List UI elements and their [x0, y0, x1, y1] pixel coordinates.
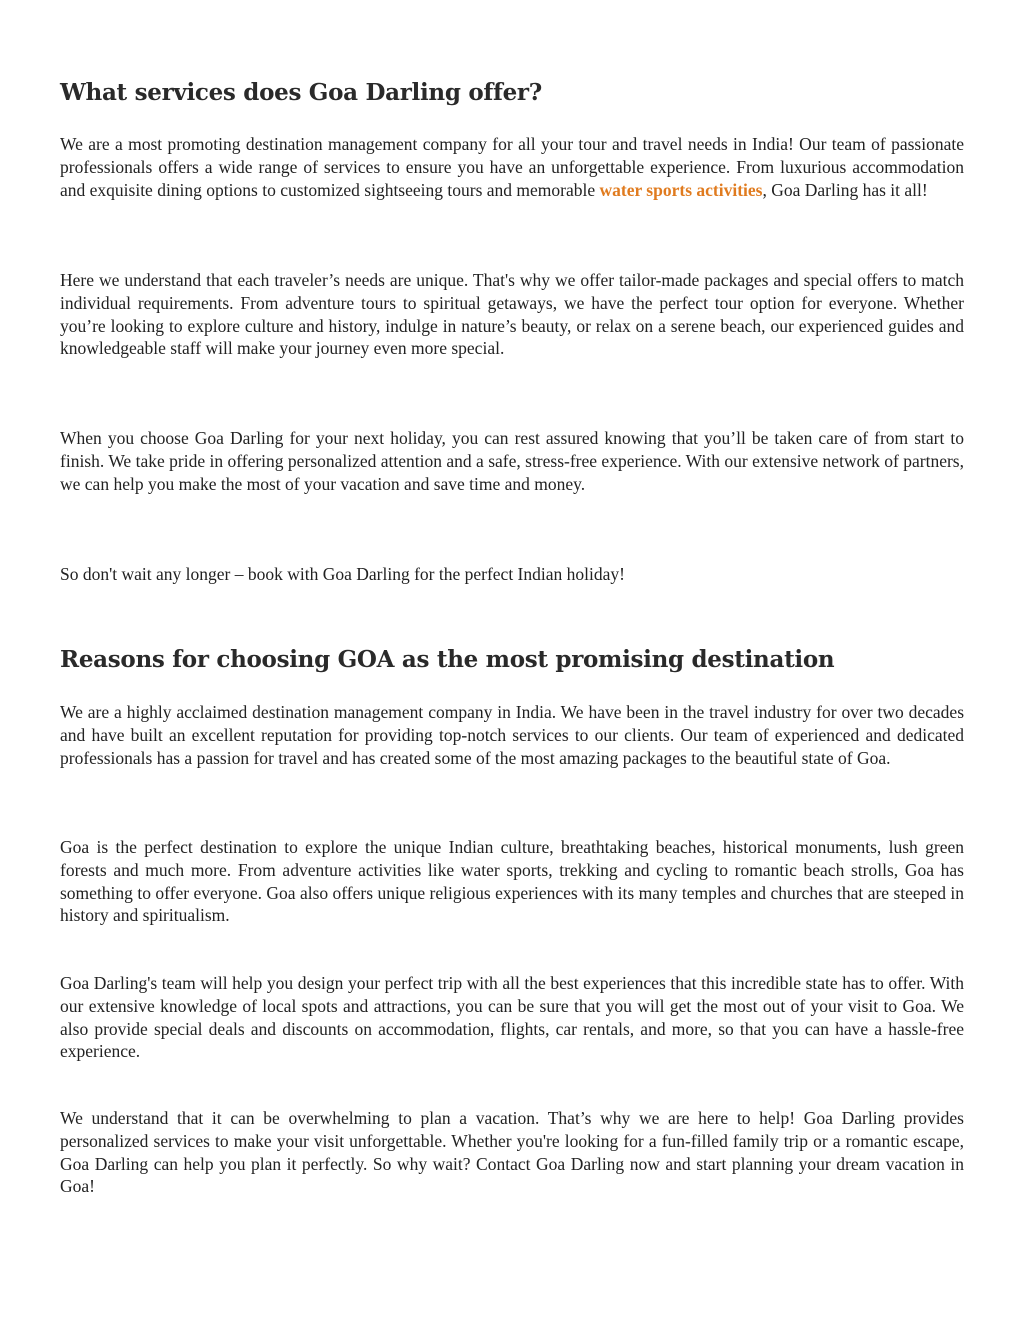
paragraph-goa-destination: Goa is the perfect destination to explore the unique Indian culture, breathtaking beaches, historical monuments, lush green forests and much more. From adventure activities like water sports, trekking and cycling to romantic beach strolls, Goa has something to offer everyone. Goa also offers unique religious experiences with its many temples and churches that are steeped in history and spiritualism. [60, 837, 964, 926]
paragraph-tailor-made: Here we understand that each traveler’s needs are unique. That's why we offer tailor-made packages and special offers to match individual requirements. From adventure tours to spiritual getaways, we have the perfect tour option for everyone. Whether you’re looking to explore culture and history, indulge in nature’s beauty, or relax on a serene beach, our experienced guides and knowledgeable staff will make your journey even more special. [60, 270, 964, 359]
paragraph-text: , Goa Darling has it all! [762, 179, 928, 200]
paragraph-book-now: So don't wait any longer – book with Goa Darling for the perfect Indian holiday! [60, 564, 625, 584]
paragraph-team-design-trip: Goa Darling's team will help you design your perfect trip with all the best experiences that this incredible state has to offer. With our extensive knowledge of local spots and attractions, you can be sure that you will get the most out of your visit to Goa. We also provide special deals and discounts on accommodation, flights, car rentals, and more, so that you can have a hassle-free experience. [60, 973, 964, 1062]
section-heading-services: What services does Goa Darling offer? [60, 79, 542, 106]
paragraph-acclaimed-company: We are a highly acclaimed destination management company in India. We have been in the travel industry for over two decades and have built an excellent reputation for providing top-notch services to our clients. Our team of experienced and dedicated professionals has a passion for travel and has created some of the most amazing packages to the beautiful state of Goa. [60, 702, 964, 768]
paragraph-services-intro [60, 133, 964, 201]
section-heading-reasons: Reasons for choosing GOA as the most promising destination [60, 646, 835, 673]
paragraph-text: We are a most promoting destination management company for all your tour and travel needs in India! Our team of passionate professionals offers a wide range of services to ensure you have an unforgettable experience. From luxurious accommodation and exquisite dining options to customized sightseeing tours and memorable [60, 134, 964, 200]
water-sports-link[interactable]: water sports activities [599, 179, 763, 200]
paragraph-choose-goa-darling: When you choose Goa Darling for your next holiday, you can rest assured knowing that you’ll be taken care of from start to finish. We take pride in offering personalized attention and a safe, stress-free experience. With our extensive network of partners, we can help you make the most of your vacation and save time and money. [60, 428, 964, 494]
paragraph-plan-vacation: We understand that it can be overwhelming to plan a vacation. That’s why we are here to help! Goa Darling provides personalized services to make your visit unforgettable. Whether you're looking for a fun-filled family trip or a romantic escape, Goa Darling can help you plan it perfectly. So why wait? Contact Goa Darling now and start planning your dream vacation in Goa! [60, 1108, 964, 1197]
